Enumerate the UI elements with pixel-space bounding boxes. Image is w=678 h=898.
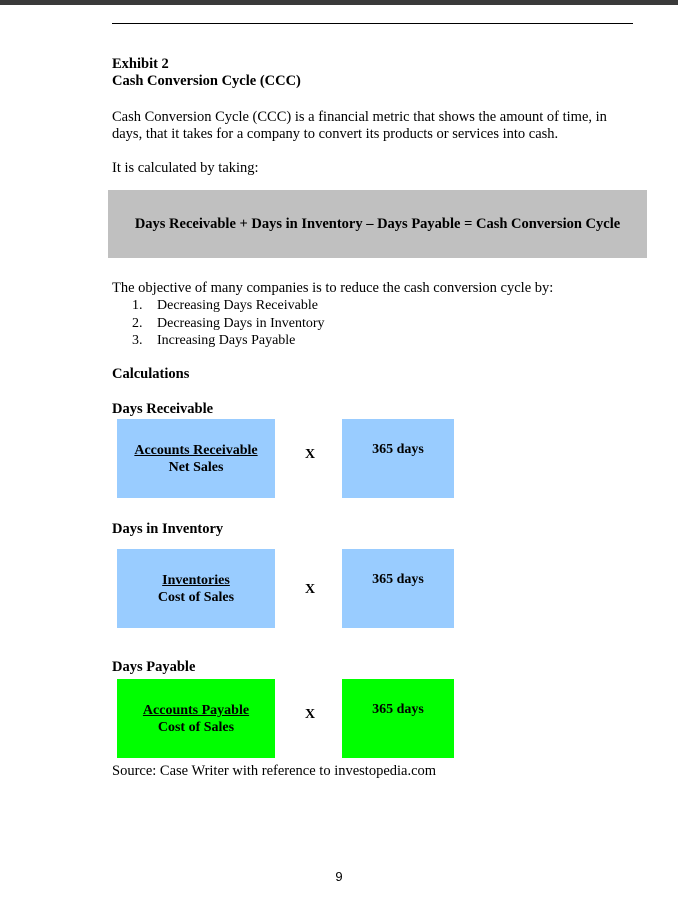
formula-text: Days Receivable + Days in Inventory – Days Payable = Cash Conversion Cycle bbox=[134, 215, 621, 232]
list-item: 1. Decreasing Days Receivable bbox=[132, 298, 318, 313]
calculations-heading: Calculations bbox=[112, 366, 190, 382]
multiply-sign: X bbox=[305, 447, 316, 462]
list-item: 2. Decreasing Days in Inventory bbox=[132, 315, 325, 331]
top-edge-bar bbox=[0, 0, 678, 5]
days-payable-multiplier-box bbox=[342, 679, 454, 758]
source-note: Source: Case Writer with reference to investopedia.com bbox=[112, 763, 437, 779]
days-inventory-fraction-box bbox=[117, 549, 275, 628]
fraction-numerator: Accounts Payable bbox=[142, 703, 250, 718]
multiply-sign: X bbox=[305, 707, 316, 722]
intro-line-1: Cash Conversion Cycle (CCC) is a financial metric that shows the amount of time, in bbox=[112, 109, 607, 125]
formula-box bbox=[108, 190, 647, 258]
days-receivable-fraction-box bbox=[117, 419, 275, 498]
fraction-denominator: Cost of Sales bbox=[157, 720, 235, 735]
days-inventory-label: Days in Inventory bbox=[112, 521, 224, 537]
objective-text: The objective of many companies is to reduce the cash conversion cycle by: bbox=[112, 280, 554, 296]
days-payable-fraction-box bbox=[117, 679, 275, 758]
days-payable-label: Days Payable bbox=[112, 659, 196, 675]
exhibit-title: Cash Conversion Cycle (CCC) bbox=[112, 73, 301, 89]
fraction-numerator: Inventories bbox=[162, 573, 230, 588]
days-inventory-multiplier-box bbox=[342, 549, 454, 628]
calc-intro: It is calculated by taking: bbox=[112, 160, 259, 176]
exhibit-number: Exhibit 2 bbox=[112, 56, 169, 72]
intro-line-2: days, that it takes for a company to convert its products or services into cash. bbox=[112, 126, 559, 142]
page-number: 9 bbox=[335, 869, 343, 884]
fraction-denominator: Net Sales bbox=[168, 460, 224, 475]
multiplier-label: 365 days bbox=[372, 442, 424, 457]
list-item: 3. Increasing Days Payable bbox=[132, 333, 296, 348]
days-receivable-label: Days Receivable bbox=[112, 401, 214, 417]
multiply-sign: X bbox=[305, 582, 316, 597]
objective-list bbox=[132, 297, 325, 350]
fraction-numerator: Accounts Receivable bbox=[134, 443, 258, 458]
fraction-denominator: Cost of Sales bbox=[157, 590, 235, 605]
header-rule bbox=[112, 23, 633, 24]
days-receivable-multiplier-box bbox=[342, 419, 454, 498]
multiplier-label: 365 days bbox=[372, 702, 424, 717]
multiplier-label: 365 days bbox=[372, 572, 424, 587]
